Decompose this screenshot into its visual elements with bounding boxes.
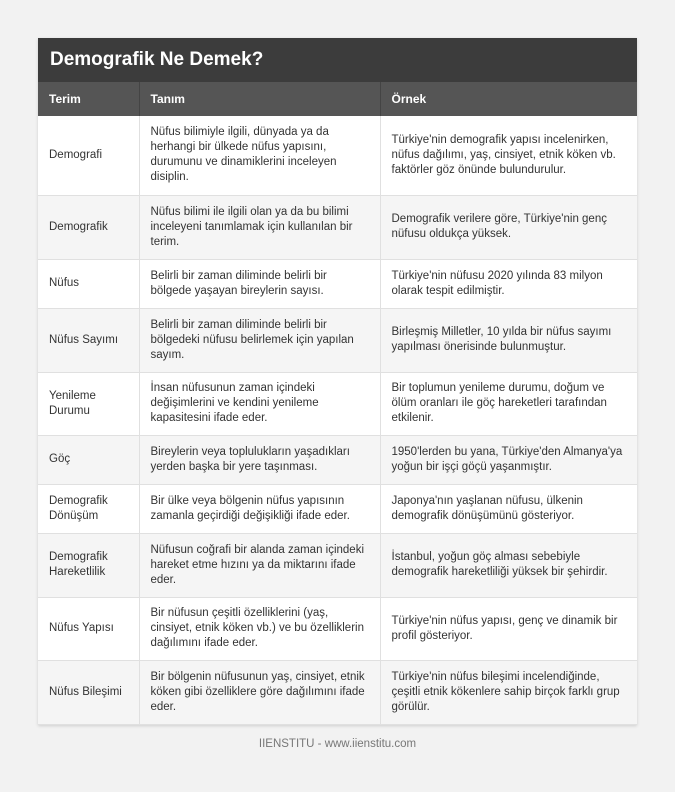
- column-header-definition: Tanım: [139, 82, 380, 116]
- cell-example: Demografik verilere göre, Türkiye'nin genç nüfusu oldukça yüksek.: [380, 195, 637, 259]
- cell-term: Demografik Dönüşüm: [38, 484, 139, 533]
- cell-term: Yenileme Durumu: [38, 372, 139, 435]
- cell-definition: İnsan nüfusunun zaman içindeki değişimlerini ve kendini yenileme kapasitesini ifade eder.: [139, 372, 380, 435]
- table-row: [38, 660, 637, 724]
- cell-example: Japonya'nın yaşlanan nüfusu, ülkenin demografik dönüşümünü gösteriyor.: [380, 484, 637, 533]
- table-row: [38, 116, 637, 195]
- table-row: [38, 484, 637, 533]
- definitions-card: [38, 38, 637, 725]
- cell-example: Türkiye'nin nüfusu 2020 yılında 83 milyon olarak tespit edilmiştir.: [380, 259, 637, 308]
- cell-term: Demografi: [38, 116, 139, 195]
- column-header-example: Örnek: [380, 82, 637, 116]
- table-row: [38, 259, 637, 308]
- cell-definition: Bir bölgenin nüfusunun yaş, cinsiyet, etnik köken gibi özelliklere göre dağılımını ifade eder.: [139, 660, 380, 724]
- cell-example: Birleşmiş Milletler, 10 yılda bir nüfus sayımı yapılması önerisinde bulunmuştur.: [380, 308, 637, 372]
- cell-definition: Bir nüfusun çeşitli özelliklerini (yaş, cinsiyet, etnik köken vb.) ve bu özelliklerin dağılımını ifade eder.: [139, 597, 380, 660]
- footer-credit: IIENSTITU - www.iienstitu.com: [258, 738, 417, 750]
- cell-definition: Nüfus bilimiyle ilgili, dünyada ya da herhangi bir ülkede nüfus yapısını, durumunu ve dinamiklerini inceleyen disiplin.: [139, 116, 380, 195]
- cell-example: Türkiye'nin nüfus bileşimi incelendiğinde, çeşitli etnik kökenlere sahip birçok farklı grup görülür.: [380, 660, 637, 724]
- cell-term: Göç: [38, 435, 139, 484]
- definitions-table: [38, 82, 637, 725]
- cell-term: Demografik Hareketlilik: [38, 533, 139, 597]
- cell-definition: Nüfus bilimi ile ilgili olan ya da bu bilimi inceleyeni tanımlamak için kullanılan bir terim.: [139, 195, 380, 259]
- table-row: [38, 533, 637, 597]
- table-row: [38, 372, 637, 435]
- cell-term: Nüfus Yapısı: [38, 597, 139, 660]
- cell-example: Bir toplumun yenileme durumu, doğum ve ölüm oranları ile göç hareketleri tarafından etkilenir.: [380, 372, 637, 435]
- cell-term: Nüfus Sayımı: [38, 308, 139, 372]
- page-title: Demografik Ne Demek?: [38, 38, 637, 82]
- table-row: [38, 195, 637, 259]
- cell-example: 1950'lerden bu yana, Türkiye'den Almanya'ya yoğun bir işçi göçü yaşanmıştır.: [380, 435, 637, 484]
- cell-term: Nüfus Bileşimi: [38, 660, 139, 724]
- table-row: [38, 597, 637, 660]
- table-row: [38, 308, 637, 372]
- cell-definition: Belirli bir zaman diliminde belirli bir bölgedeki nüfusu belirlemek için yapılan sayım.: [139, 308, 380, 372]
- cell-example: Türkiye'nin demografik yapısı incelenirken, nüfus dağılımı, yaş, cinsiyet, etnik köken vb. faktörler göz önünde bulundurulur.: [380, 116, 637, 195]
- table-header-row: [38, 82, 637, 116]
- table-row: [38, 435, 637, 484]
- column-header-term: Terim: [38, 82, 139, 116]
- cell-definition: Belirli bir zaman diliminde belirli bir bölgede yaşayan bireylerin sayısı.: [139, 259, 380, 308]
- cell-example: Türkiye'nin nüfus yapısı, genç ve dinamik bir profil gösteriyor.: [380, 597, 637, 660]
- cell-definition: Bir ülke veya bölgenin nüfus yapısının zamanla geçirdiği değişikliği ifade eder.: [139, 484, 380, 533]
- cell-example: İstanbul, yoğun göç alması sebebiyle demografik hareketliliği yüksek bir şehirdir.: [380, 533, 637, 597]
- cell-term: Demografik: [38, 195, 139, 259]
- cell-term: Nüfus: [38, 259, 139, 308]
- cell-definition: Nüfusun coğrafi bir alanda zaman içindeki hareket etme hızını ya da miktarını ifade eder.: [139, 533, 380, 597]
- cell-definition: Bireylerin veya toplulukların yaşadıkları yerden başka bir yere taşınması.: [139, 435, 380, 484]
